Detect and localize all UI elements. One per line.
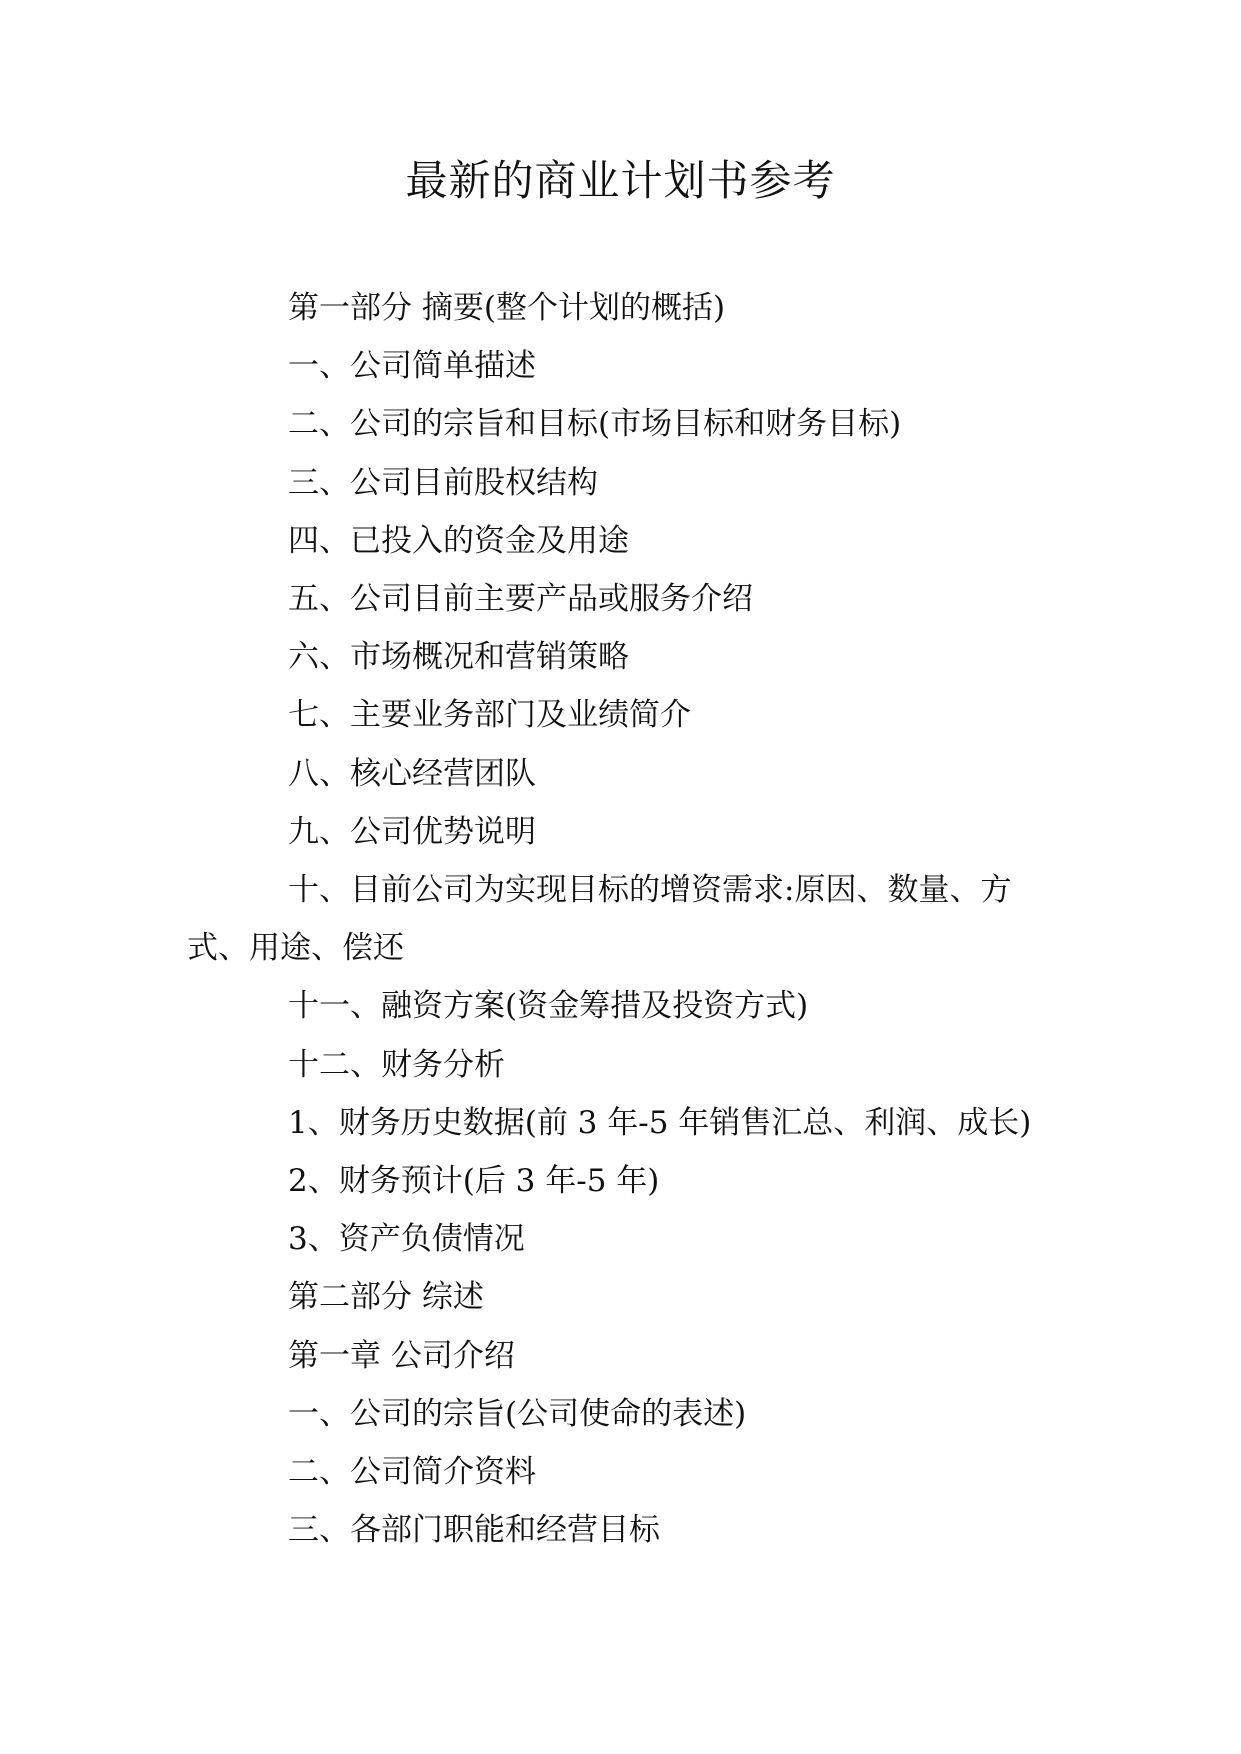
- outline-subitem: 2、财务预计(后 3 年-5 年): [288, 1163, 660, 1200]
- outline-item: 三、公司目前股权结构: [288, 464, 598, 501]
- outline-item: 十二、财务分析: [288, 1046, 505, 1083]
- outline-item: 一、公司的宗旨(公司使命的表述): [288, 1395, 747, 1432]
- outline-item: 三、各部门职能和经营目标: [288, 1512, 660, 1549]
- chapter-heading: 第一章 公司介绍: [288, 1337, 515, 1374]
- outline-item: 五、公司目前主要产品或服务介绍: [288, 581, 753, 618]
- outline-subitem: 3、资产负债情况: [288, 1221, 525, 1258]
- outline-subitem: 1、财务历史数据(前 3 年-5 年销售汇总、利润、成长): [288, 1104, 1032, 1141]
- outline-item: 二、公司简介资料: [288, 1454, 536, 1491]
- section-heading: 第二部分 综述: [288, 1279, 484, 1316]
- outline-item: 九、公司优势说明: [288, 813, 536, 850]
- outline-item: 一、公司简单描述: [288, 348, 536, 385]
- outline-item: 十一、融资方案(资金筹措及投资方式): [288, 988, 809, 1025]
- outline-item: 四、已投入的资金及用途: [288, 522, 629, 559]
- outline-item: 八、核心经营团队: [288, 755, 536, 792]
- document-body: [187, 279, 1067, 1559]
- outline-item: 六、市场概况和营销策略: [288, 639, 629, 676]
- section-heading: 第一部分 摘要(整个计划的概括): [288, 290, 726, 326]
- outline-item: 二、公司的宗旨和目标(市场目标和财务目标): [288, 406, 902, 443]
- document-title: 最新的商业计划书参考: [405, 156, 836, 205]
- outline-item: 七、主要业务部门及业绩简介: [288, 697, 691, 734]
- outline-item-wrapped: 十、目前公司为实现目标的增资需求:原因、数量、方式、用途、偿还: [187, 872, 1012, 967]
